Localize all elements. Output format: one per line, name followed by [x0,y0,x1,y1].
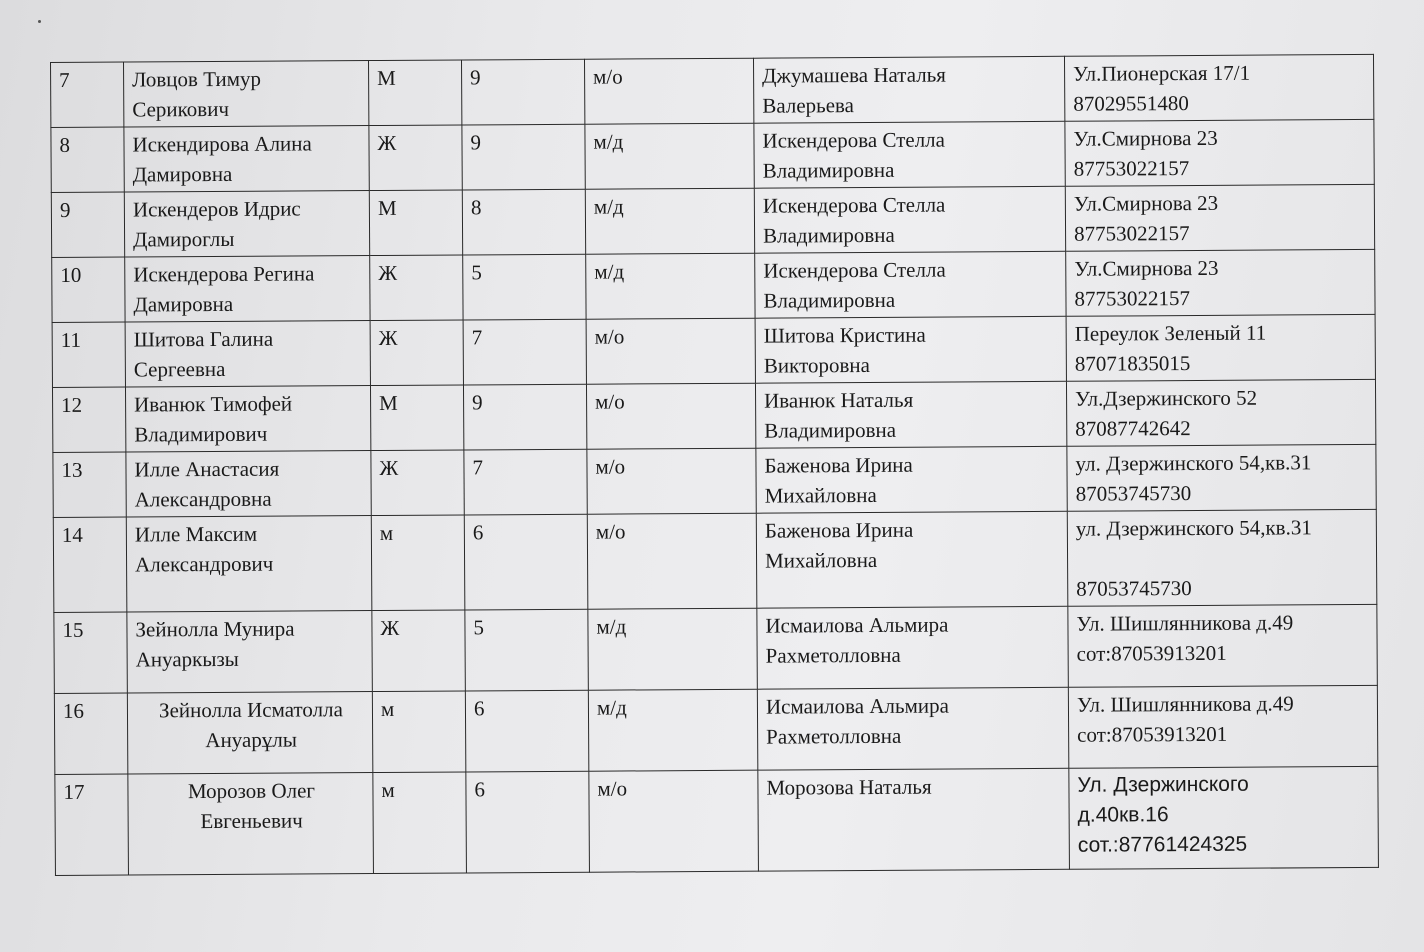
family-type: м/д [585,123,754,189]
child-age: 6 [465,690,588,772]
child-name: Морозов Олег Евгеньевич [128,773,374,875]
table-row [52,314,1375,387]
parent-name: Исмаилова Альмира Рахметолловна [757,606,1068,689]
child-sex: м [373,772,467,874]
child-sex: М [370,385,463,451]
row-number: 11 [52,322,125,387]
child-sex: М [368,60,461,126]
table-row [53,444,1376,517]
family-type: м/о [587,513,757,609]
address-phone: Ул.Дзержинского 52 87087742642 [1066,379,1375,446]
child-name: Искендерова Регина Дамировна [125,256,370,322]
parent-name: Исмаилова Альмира Рахметолловна [757,687,1068,770]
address-phone: Ул.Смирнова 23 87753022157 [1065,184,1374,251]
child-name: Шитова Галина Сергеевна [125,321,370,387]
row-number: 15 [54,612,127,693]
parent-name: Баженова Ирина Михайловна [756,511,1068,608]
child-sex: Ж [370,255,463,321]
child-age: 5 [465,609,588,691]
child-age: 8 [462,189,585,255]
family-type: м/д [585,188,754,254]
child-name: Искендирова Алина Дамировна [124,126,369,192]
parent-name: Баженова Ирина Михайловна [756,446,1067,513]
child-sex: Ж [369,125,462,191]
child-sex: М [369,190,462,256]
row-number: 14 [53,517,127,612]
child-name: Ловцов Тимур Серикович [124,61,369,127]
child-age: 6 [464,514,588,610]
address-phone: Ул. Дзержинского д.40кв.16 сот.:87761424325 [1069,766,1379,869]
row-number: 17 [55,774,129,875]
table-row [51,184,1374,257]
table-row [51,119,1374,192]
child-name: Зейнолла Мунира Ануаркызы [127,611,372,693]
table-row [52,379,1375,452]
child-name: Иванюк Тимофей Владимирович [125,386,370,452]
child-name: Зейнолла Исматолла Ануарұлы [127,692,372,774]
table-row [55,766,1379,875]
parent-name: Морозова Наталья [758,768,1070,871]
child-name: Искендеров Идрис Дамироглы [124,191,369,257]
address-phone: Ул. Шишлянникова д.49 сот:87053913201 [1068,685,1377,768]
table-row [51,54,1374,127]
table-row [53,509,1377,612]
speck-mark [38,20,41,23]
child-sex: Ж [370,320,463,386]
row-number: 9 [51,192,124,257]
parent-name: Искендерова Стелла Владимировна [755,251,1066,318]
family-type: м/д [588,608,757,690]
address-phone: Ул.Смирнова 23 87753022157 [1066,249,1375,316]
child-age: 9 [462,124,585,190]
child-age: 7 [463,319,586,385]
address-phone: ул. Дзержинского 54,кв.31 87053745730 [1067,509,1377,606]
parent-name: Иванюк Наталья Владимировна [755,381,1066,448]
row-number: 16 [54,693,127,774]
child-age: 9 [463,384,586,450]
parent-name: Джумашева Наталья Валерьева [753,56,1064,123]
row-number: 8 [51,127,124,192]
row-number: 13 [53,452,126,517]
address-phone: Ул.Пионерская 17/1 87029551480 [1064,54,1373,121]
address-phone: Ул. Шишлянникова д.49 сот:87053913201 [1068,604,1377,687]
row-number: 12 [52,387,125,452]
table-row [54,685,1377,774]
child-sex: Ж [371,450,464,516]
child-age: 9 [461,59,584,125]
address-phone: Переулок Зеленый 11 87071835015 [1066,314,1375,381]
family-type: м/о [584,58,753,124]
table-row [54,604,1377,693]
parent-name: Шитова Кристина Викторовна [755,316,1066,383]
child-name: Илле Максим Александрович [126,516,372,612]
family-type: м/д [586,253,755,319]
child-sex: м [372,691,465,773]
family-type: м/д [588,689,757,771]
table-row [52,249,1375,322]
parent-name: Искендерова Стелла Владимировна [754,121,1065,188]
child-age: 7 [464,449,587,515]
child-age: 5 [463,254,586,320]
address-phone: ул. Дзержинского 54,кв.31 87053745730 [1067,444,1376,511]
children-roster-table [50,54,1379,876]
address-phone: Ул.Смирнова 23 87753022157 [1065,119,1374,186]
child-age: 6 [466,771,590,873]
child-name: Илле Анастасия Александровна [126,451,371,517]
parent-name: Искендерова Стелла Владимировна [754,186,1065,253]
family-type: м/о [586,383,755,449]
family-type: м/о [587,448,756,514]
family-type: м/о [586,318,755,384]
child-sex: Ж [372,610,465,692]
row-number: 7 [51,62,124,127]
child-sex: м [371,515,465,611]
family-type: м/о [589,770,759,872]
row-number: 10 [52,257,125,322]
